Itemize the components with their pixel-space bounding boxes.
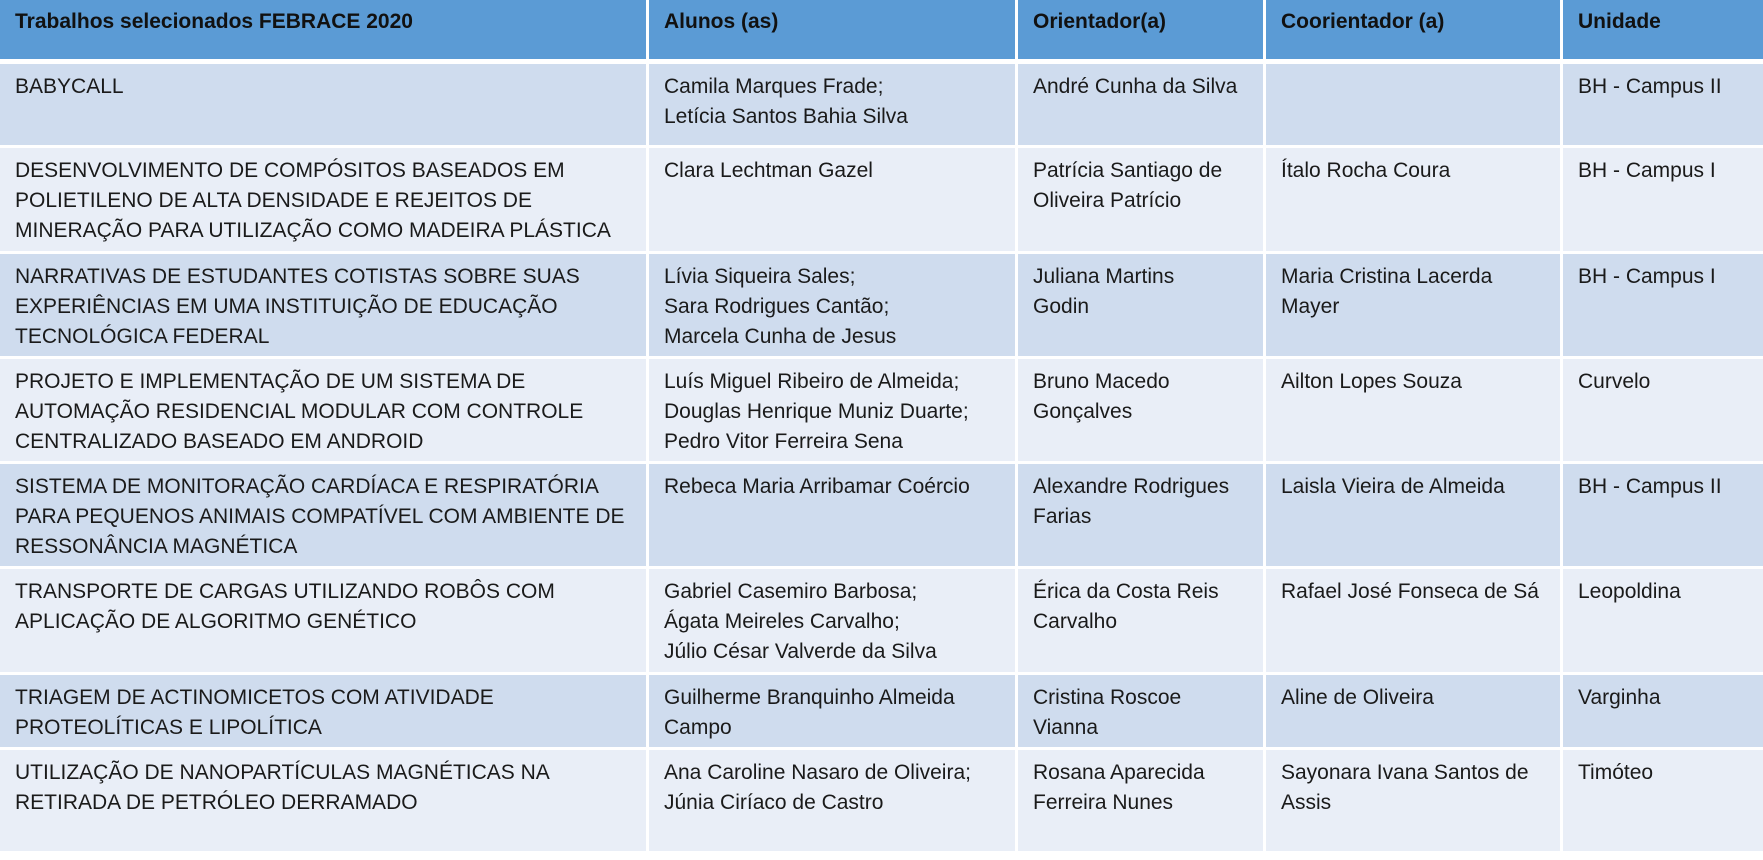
cell-coadvisor [1266, 750, 1563, 854]
cell-unit-text: BH - Campus II [1578, 475, 1722, 498]
cell-unit [1563, 464, 1763, 569]
cell-advisor [1018, 64, 1266, 148]
cell-coadvisor [1266, 359, 1563, 464]
cell-coadvisor-line: Mayer [1281, 295, 1340, 318]
cell-coadvisor [1266, 64, 1563, 148]
cell-students-line: Sara Rodrigues Cantão; [664, 295, 890, 318]
cell-students [649, 64, 1018, 148]
cell-unit [1563, 750, 1763, 854]
cell-advisor-line: Bruno Macedo [1033, 370, 1170, 393]
cell-advisor [1018, 254, 1266, 359]
header-coadvisor: Coorientador (a) [1266, 0, 1563, 64]
cell-students-line: Pedro Vitor Ferreira Sena [664, 430, 903, 453]
table-row [0, 254, 1763, 359]
table-row [0, 569, 1763, 675]
cell-students [649, 675, 1018, 750]
cell-title-line: PROJETO E IMPLEMENTAÇÃO DE UM SISTEMA DE [15, 370, 526, 393]
cell-coadvisor [1266, 148, 1563, 254]
cell-advisor-line: Érica da Costa Reis [1033, 580, 1219, 603]
cell-title-line: APLICAÇÃO DE ALGORITMO GENÉTICO [15, 610, 417, 633]
cell-title-line: TRANSPORTE DE CARGAS UTILIZANDO ROBÔS COM [15, 580, 555, 603]
cell-students-line: Camila Marques Frade; [664, 75, 884, 98]
cell-title-line: UTILIZAÇÃO DE NANOPARTÍCULAS MAGNÉTICAS NA [15, 761, 550, 784]
cell-students-line: Lívia Siqueira Sales; [664, 265, 856, 288]
cell-title [0, 359, 649, 464]
cell-title-line: PROTEOLÍTICAS E LIPOLÍTICA [15, 716, 322, 739]
cell-students-line: Ana Caroline Nasaro de Oliveira; [664, 761, 971, 784]
cell-students-line: Guilherme Branquinho Almeida [664, 686, 955, 709]
cell-unit [1563, 64, 1763, 148]
cell-advisor-line: Carvalho [1033, 610, 1118, 633]
cell-title-line: DESENVOLVIMENTO DE COMPÓSITOS BASEADOS EM [15, 159, 565, 182]
cell-unit-text: Timóteo [1578, 761, 1654, 784]
cell-students [649, 254, 1018, 359]
cell-unit-text: Leopoldina [1578, 580, 1681, 603]
cell-advisor [1018, 464, 1266, 569]
cell-unit [1563, 569, 1763, 675]
cell-students-line: Clara Lechtman Gazel [664, 159, 873, 182]
cell-coadvisor-line: Sayonara Ivana Santos de [1281, 761, 1529, 784]
cell-title-line: TECNOLÓGICA FEDERAL [15, 325, 270, 348]
cell-title-line: RESSONÂNCIA MAGNÉTICA [15, 535, 298, 558]
cell-title-line: EXPERIÊNCIAS EM UMA INSTITUIÇÃO DE EDUCAÇÃO [15, 295, 558, 318]
cell-students-line: Luís Miguel Ribeiro de Almeida; [664, 370, 960, 393]
cell-students [649, 750, 1018, 854]
table-row [0, 464, 1763, 569]
cell-unit [1563, 148, 1763, 254]
cell-students [649, 569, 1018, 675]
cell-unit-text: Varginha [1578, 686, 1661, 709]
cell-coadvisor-line: Ailton Lopes Souza [1281, 370, 1462, 393]
cell-coadvisor [1266, 569, 1563, 675]
table-header [0, 0, 1763, 64]
cell-advisor-line: Vianna [1033, 716, 1099, 739]
cell-advisor [1018, 148, 1266, 254]
cell-unit-text: BH - Campus II [1578, 75, 1722, 98]
cell-title-line: CENTRALIZADO BASEADO EM ANDROID [15, 430, 424, 453]
cell-advisor-line: Rosana Aparecida [1033, 761, 1205, 784]
header-row [0, 0, 1763, 64]
cell-students-line: Ágata Meireles Carvalho; [664, 610, 900, 633]
cell-title-line: MINERAÇÃO PARA UTILIZAÇÃO COMO MADEIRA PLÁSTICA [15, 219, 611, 242]
cell-advisor-line: Alexandre Rodrigues [1033, 475, 1230, 498]
cell-coadvisor-line: Rafael José Fonseca de Sá [1281, 580, 1539, 603]
cell-students [649, 464, 1018, 569]
cell-unit [1563, 675, 1763, 750]
cell-coadvisor-line: Maria Cristina Lacerda [1281, 265, 1493, 288]
cell-coadvisor [1266, 464, 1563, 569]
table-row [0, 675, 1763, 750]
cell-advisor-line: Cristina Roscoe [1033, 686, 1182, 709]
cell-advisor-line: Juliana Martins [1033, 265, 1175, 288]
cell-students-line: Campo [664, 716, 732, 739]
cell-advisor-line: Farias [1033, 505, 1092, 528]
table-row [0, 64, 1763, 148]
cell-title-line: POLIETILENO DE ALTA DENSIDADE E REJEITOS DE [15, 189, 532, 212]
cell-unit-text: BH - Campus I [1578, 159, 1716, 182]
cell-coadvisor-line: Ítalo Rocha Coura [1281, 159, 1451, 182]
cell-students-line: Rebeca Maria Arribamar Coércio [664, 475, 970, 498]
cell-unit-text: BH - Campus I [1578, 265, 1716, 288]
cell-title [0, 750, 649, 854]
table-body [0, 64, 1763, 854]
cell-advisor-line: André Cunha da Silva [1033, 75, 1238, 98]
cell-unit [1563, 359, 1763, 464]
cell-advisor-line: Patrícia Santiago de [1033, 159, 1223, 182]
header-advisor: Orientador(a) [1018, 0, 1266, 64]
table-row [0, 148, 1763, 254]
cell-students-line: Douglas Henrique Muniz Duarte; [664, 400, 969, 423]
cell-title [0, 254, 649, 359]
cell-students-line: Gabriel Casemiro Barbosa; [664, 580, 918, 603]
cell-advisor-line: Oliveira Patrício [1033, 189, 1182, 212]
cell-advisor-line: Ferreira Nunes [1033, 791, 1174, 814]
header-students: Alunos (as) [649, 0, 1018, 64]
cell-advisor-line: Gonçalves [1033, 400, 1133, 423]
cell-coadvisor [1266, 254, 1563, 359]
cell-students [649, 359, 1018, 464]
cell-title [0, 148, 649, 254]
table-row [0, 359, 1763, 464]
cell-title-line: TRIAGEM DE ACTINOMICETOS COM ATIVIDADE [15, 686, 494, 709]
cell-unit-text: Curvelo [1578, 370, 1651, 393]
cell-title-line: AUTOMAÇÃO RESIDENCIAL MODULAR COM CONTROLE [15, 400, 584, 423]
cell-title [0, 675, 649, 750]
cell-advisor [1018, 359, 1266, 464]
cell-coadvisor-line: Aline de Oliveira [1281, 686, 1434, 709]
table-row [0, 750, 1763, 854]
cell-coadvisor-line: Laisla Vieira de Almeida [1281, 475, 1505, 498]
cell-students-line: Júnia Ciríaco de Castro [664, 791, 884, 814]
cell-title-line: PARA PEQUENOS ANIMAIS COMPATÍVEL COM AMBIENTE DE [15, 505, 625, 528]
cell-title [0, 64, 649, 148]
cell-students-line: Marcela Cunha de Jesus [664, 325, 897, 348]
cell-students [649, 148, 1018, 254]
cell-advisor [1018, 750, 1266, 854]
cell-title-line: SISTEMA DE MONITORAÇÃO CARDÍACA E RESPIRATÓRIA [15, 475, 599, 498]
cell-title-line: RETIRADA DE PETRÓLEO DERRAMADO [15, 791, 418, 814]
cell-students-line: Júlio César Valverde da Silva [664, 640, 937, 663]
header-works: Trabalhos selecionados FEBRACE 2020 [0, 0, 649, 64]
cell-advisor [1018, 569, 1266, 675]
cell-advisor [1018, 675, 1266, 750]
cell-coadvisor-line: Assis [1281, 791, 1332, 814]
cell-title-line: BABYCALL [15, 75, 124, 98]
cell-title [0, 569, 649, 675]
cell-advisor-line: Godin [1033, 295, 1090, 318]
cell-title [0, 464, 649, 569]
cell-coadvisor [1266, 675, 1563, 750]
cell-students-line: Letícia Santos Bahia Silva [664, 105, 908, 128]
header-unit: Unidade [1563, 0, 1763, 64]
cell-unit [1563, 254, 1763, 359]
cell-title-line: NARRATIVAS DE ESTUDANTES COTISTAS SOBRE SUAS [15, 265, 580, 288]
